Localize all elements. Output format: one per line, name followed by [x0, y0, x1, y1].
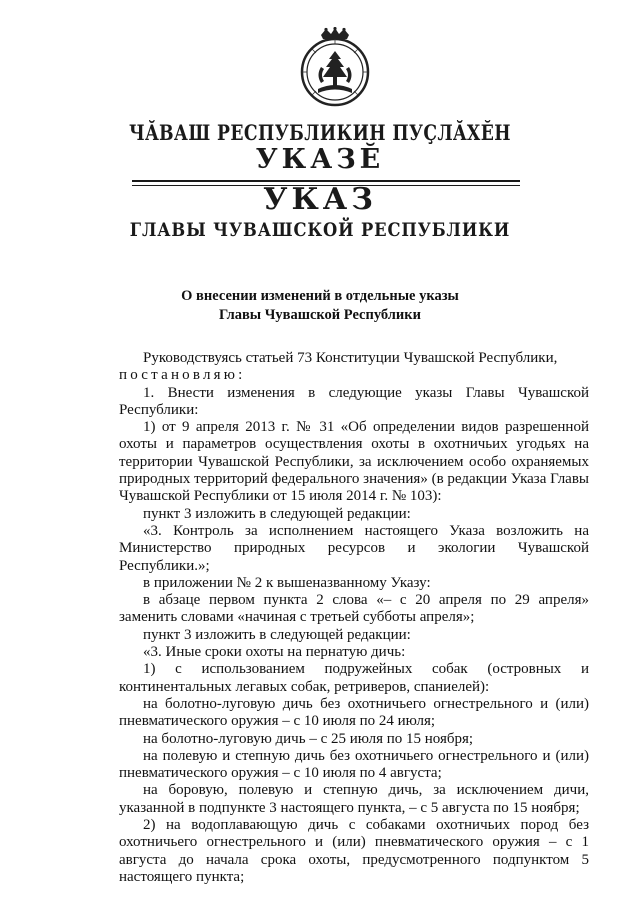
decree-subject-line-1: О внесении изменений в отдельные указы	[181, 288, 459, 304]
paragraph-field-game-no-weapon: на полевую и степную дичь без охотничьего огнестрельного и (или) пневматического оружия – с 10 июля по 4 августа;	[119, 747, 589, 782]
paragraph-forest-field-game: на боровую, полевую и степную дичь, за исключением дичи, указанной в подпункте 3 настоящего пункта, – с 5 августа по 15 ноября;	[119, 782, 589, 816]
paragraph-point-3-intro: пункт 3 изложить в следующей редакции:	[143, 505, 411, 522]
paragraph-appendix-2: в приложении № 2 к вышеназванному Указу:	[143, 574, 431, 591]
paragraph-marsh-game: на болотно-луговую дичь – с 25 июля по 15 ноября;	[143, 730, 474, 747]
paragraph-point-3-intro-2: пункт 3 изложить в следующей редакции:	[143, 626, 411, 643]
russian-header-subtitle: ГЛАВЫ ЧУВАШСКОЙ РЕСПУБЛИКИ	[129, 219, 511, 241]
chuvash-decree-label: УКАЗĔ	[255, 144, 385, 175]
paragraph-waterfowl: 2) на водоплавающую дичь с собаками охотничьих пород без охотничьего огнестрельного и (или) пневматического оружия – с 1 августа до начала срока охоты, предусмотренного подпунктом 5 настоящего пункта;	[119, 817, 589, 885]
decree-body	[119, 350, 589, 886]
paragraph-subitem-1: 1) от 9 апреля 2013 г. № 31 «Об определении видов разрешенной охоты и параметров осуществления охоты в охотничьих угодьях на территории Чувашской Республики, за исключением особо охраняемых природных территорий федерального значения» (в редакции Указа Главы Чувашской Республики от 15 июля 2014 г. № 103):	[119, 419, 589, 505]
paragraph-resolve: постановляю:	[119, 367, 246, 384]
paragraph-item-1: 1. Внести изменения в следующие указы Главы Чувашской Республики:	[119, 384, 589, 418]
paragraph-hunting-terms: «3. Иные сроки охоты на пернатую дичь:	[143, 644, 406, 661]
paragraph-point-2-change: в абзаце первом пункта 2 слова «– с 20 апреля по 29 апреля» заменить словами «начиная с третьей субботы апреля»;	[119, 592, 589, 626]
russian-decree-label: УКАЗ	[263, 182, 377, 217]
chuvash-republic-emblem-icon	[294, 27, 376, 109]
paragraph-point-3-text: «3. Контроль за исполнением настоящего Указа возложить на Министерство природных ресурсов и экологии Чувашской Республики.»;	[119, 522, 589, 574]
decree-subject	[0, 287, 640, 325]
decree-subject-line-2: Главы Чувашской Республики	[218, 307, 421, 323]
paragraph-dogs: 1) с использованием подружейных собак (островных и континентальных легавых собак, ретриверов, спаниелей):	[119, 661, 589, 695]
paragraph-marsh-game-no-weapon: на болотно-луговую дичь без охотничьего огнестрельного и (или) пневматического оружия – с 10 июля по 24 июля;	[119, 695, 589, 730]
chuvash-header-title: ЧĂВАШ РЕСПУБЛИКИН ПУÇЛĂХĔН	[129, 120, 511, 145]
paragraph-preamble: Руководствуясь статьей 73 Конституции Чувашской Республики,	[143, 350, 558, 366]
